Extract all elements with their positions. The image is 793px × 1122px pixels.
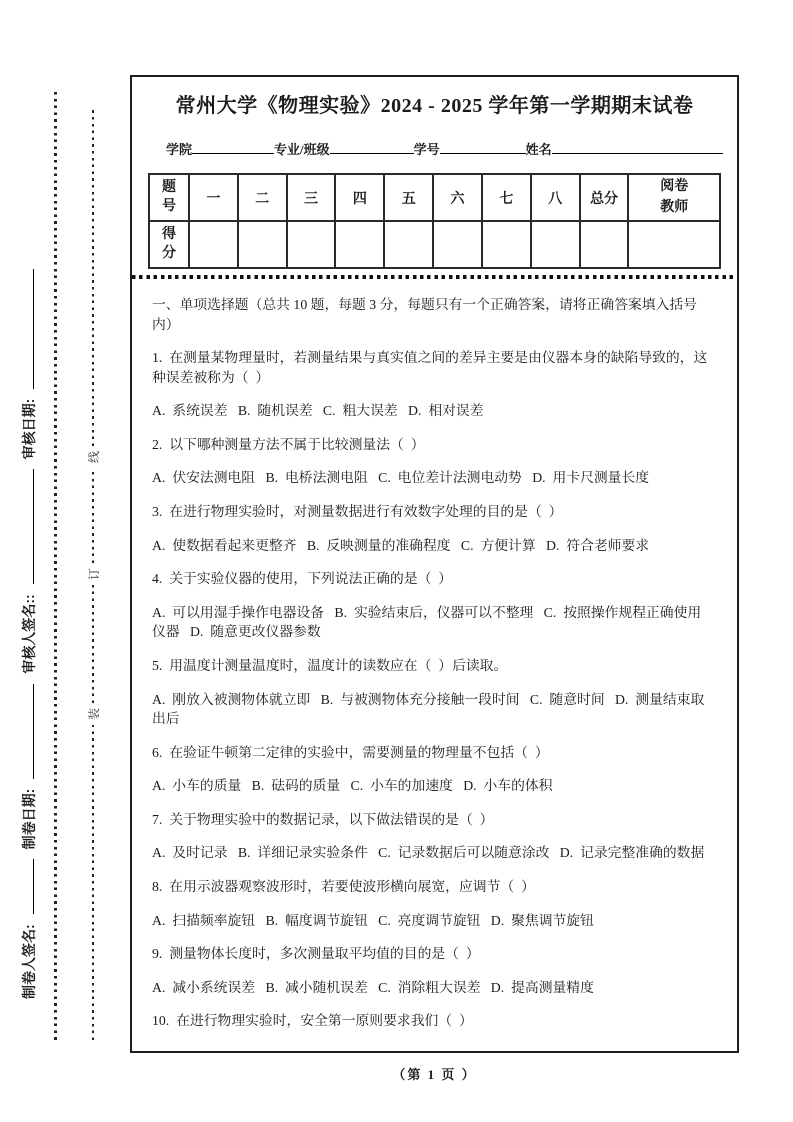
- binding-line: [85, 92, 101, 1040]
- binding-line-segment: [92, 585, 95, 703]
- binding-char-xian: 线: [86, 450, 101, 463]
- binding-line-segment: [92, 106, 95, 446]
- score-table-score-row: [149, 221, 720, 268]
- score-table-header-row: [149, 174, 720, 221]
- binding-line-segment: [92, 468, 95, 563]
- exam-paper-frame: [130, 75, 739, 1053]
- field-blank-major-class: [330, 140, 414, 154]
- question-options: A. 刚放入被测物体就立即 B. 与被测物体充分接触一段时间 C. 随意时间 D. 测量结束取出后: [152, 691, 705, 727]
- score-header-col: 三: [287, 174, 336, 221]
- score-cell: [287, 221, 336, 268]
- exam-title: 常州大学《物理实验》2024 - 2025 学年第一学期期末试卷: [175, 95, 694, 117]
- score-header-total: 总分: [580, 174, 629, 221]
- question-text: 4. 关于实验仪器的使用，下列说法正确的是（ ）: [152, 571, 453, 587]
- question-text: 7. 关于物理实验中的数据记录，以下做法错误的是（ ）: [152, 811, 494, 827]
- binding-dotted-line: [54, 92, 57, 1040]
- field-blank-college: [192, 140, 274, 154]
- margin-blank-reviewer-signature: [20, 469, 34, 584]
- student-info-row: [166, 139, 723, 158]
- question-text: 10. 在进行物理实验时，安全第一原则要求我们（ ）: [152, 1013, 473, 1029]
- margin-blank-maker-signature: [20, 859, 34, 914]
- question-options: A. 使数据看起来更整齐 B. 反映测量的准确程度 C. 方便计算 D. 符合老师要求: [152, 537, 650, 553]
- question-text: 1. 在测量某物理量时，若测量结果与真实值之间的差异主要是由仪器本身的缺陷导致的，这种误差被称为（ ）: [152, 350, 708, 385]
- field-blank-student-id: [440, 140, 526, 154]
- score-row-label: 得分: [149, 221, 189, 268]
- score-header-col: 五: [384, 174, 433, 221]
- field-blank-name: [552, 140, 723, 154]
- score-header-col: 七: [482, 174, 531, 221]
- field-label-college: 学院: [166, 142, 193, 157]
- score-cell: [238, 221, 287, 268]
- question-options: A. 及时记录 B. 详细记录实验条件 C. 记录数据后可以随意涂改 D. 记录完整准确的数据: [152, 845, 705, 861]
- question-text: 6. 在验证牛顿第二定律的实验中，需要测量的物理量不包括（ ）: [152, 744, 549, 760]
- margin-blank-maker-date: [20, 684, 34, 779]
- margin-blank-review-date: [20, 269, 34, 389]
- score-cell: [628, 221, 720, 268]
- score-cell: [580, 221, 629, 268]
- score-header-col: 一: [189, 174, 238, 221]
- section-heading: 一、单项选择题（总共 10 题，每题 3 分，每题只有一个正确答案，请将正确答案填入括号内）: [152, 297, 697, 332]
- score-header-col: 八: [531, 174, 580, 221]
- question-options: A. 系统误差 B. 随机误差 C. 粗大误差 D. 相对误差: [152, 403, 484, 419]
- score-header-col: 二: [238, 174, 287, 221]
- score-header-col: 六: [433, 174, 482, 221]
- margin-label-maker-signature: 制卷人签名:: [21, 924, 37, 999]
- score-header-grader: 阅卷教师: [628, 174, 720, 221]
- margin-label-review-date: 审核日期:: [21, 398, 37, 460]
- score-cell: [335, 221, 384, 268]
- score-cell: [482, 221, 531, 268]
- score-cell: [384, 221, 433, 268]
- score-header-col: 四: [335, 174, 384, 221]
- margin-label-reviewer-signature: 审核人签名::: [21, 594, 37, 674]
- binding-char-ding: 订: [86, 567, 101, 580]
- binding-line-segment: [92, 725, 95, 1040]
- margin-label-maker-date: 制卷日期:: [21, 788, 37, 850]
- binding-char-zhuang: 装: [86, 707, 101, 720]
- question-text: 8. 在用示波器观察波形时，若要使波形横向展宽，应调节（ ）: [152, 878, 535, 894]
- score-table: [148, 173, 721, 269]
- question-options: A. 减小系统误差 B. 减小随机误差 C. 消除粗大误差 D. 提高测量精度: [152, 979, 594, 995]
- question-text: 5. 用温度计测量温度时，温度计的读数应在（ ）后读取。: [152, 657, 508, 673]
- questions-area: [132, 279, 737, 1031]
- page-footer: （第 1 页 ）: [392, 1067, 477, 1082]
- question-text: 2. 以下哪种测量方法不属于比较测量法（ ）: [152, 436, 425, 452]
- score-cell: [433, 221, 482, 268]
- question-options: A. 可以用湿手操作电器设备 B. 实验结束后，仪器可以不整理 C. 按照操作规程正确使用仪器 D. 随意更改仪器参数: [152, 604, 702, 640]
- score-header-question-no: 题号: [149, 174, 189, 221]
- question-text: 9. 测量物体长度时，多次测量取平均值的目的是（ ）: [152, 946, 480, 962]
- score-cell: [531, 221, 580, 268]
- question-options: A. 伏安法测电阻 B. 电桥法测电阻 C. 电位差计法测电动势 D. 用卡尺测量长度: [152, 470, 650, 486]
- field-label-major-class: 专业/班级: [274, 142, 330, 157]
- question-options: A. 小车的质量 B. 砝码的质量 C. 小车的加速度 D. 小车的体积: [152, 778, 553, 794]
- question-options: A. 扫描频率旋钮 B. 幅度调节旋钮 C. 亮度调节旋钮 D. 聚焦调节旋钮: [152, 912, 594, 928]
- field-label-name: 姓名: [525, 142, 552, 157]
- question-text: 3. 在进行物理实验时，对测量数据进行有效数字处理的目的是（ ）: [152, 504, 563, 520]
- margin-signature-labels: [19, 125, 45, 1005]
- score-cell: [189, 221, 238, 268]
- field-label-student-id: 学号: [413, 142, 440, 157]
